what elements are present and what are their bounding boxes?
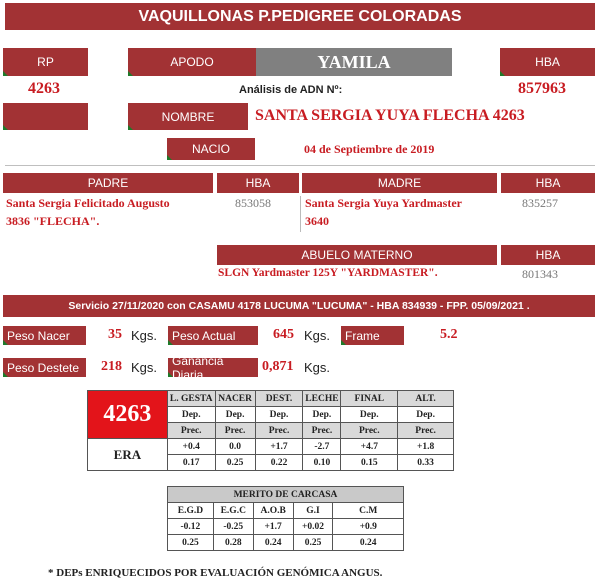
dep-col-header: ALT. (398, 391, 454, 407)
abuelo-label: ABUELO MATERNO (217, 245, 497, 265)
prec-value: 0.25 (215, 455, 255, 471)
padre-line2: 3836 "FLECHA". (6, 214, 100, 228)
dep-table (87, 390, 454, 471)
peso-nacer-label: Peso Nacer (3, 326, 86, 345)
nombre-value: SANTA SERGIA YUYA FLECHA 4263 (255, 107, 525, 124)
prec-label: Prec. (341, 423, 398, 439)
dep-value: -2.7 (303, 439, 341, 455)
ganancia-label: Ganancia Diaria (168, 358, 258, 377)
dep-value: +1.8 (398, 439, 454, 455)
abuelo-hba-value: 801343 (522, 267, 558, 281)
carcasa-prec-value: 0.24 (253, 535, 293, 551)
peso-nacer-value: 35 (108, 327, 122, 342)
dep-col-header: L. GESTA (167, 391, 215, 407)
dep-label: Dep. (398, 407, 454, 423)
carcasa-dep-value: +1.7 (253, 519, 293, 535)
carcasa-prec-value: 0.28 (213, 535, 253, 551)
peso-actual-label: Peso Actual (168, 326, 258, 345)
carcasa-dep-value: +0.02 (293, 519, 333, 535)
dep-value: 0.0 (215, 439, 255, 455)
prec-label: Prec. (167, 423, 215, 439)
carcasa-col-header: E.G.C (213, 503, 253, 519)
carcasa-table (167, 486, 404, 551)
dep-col-header: FINAL (341, 391, 398, 407)
carcasa-col-header: E.G.D (168, 503, 214, 519)
rp-label: RP (3, 48, 88, 76)
apodo-label: APODO (128, 48, 256, 76)
prec-value: 0.17 (167, 455, 215, 471)
prec-value: 0.10 (303, 455, 341, 471)
nacio-value: 04 de Septiembre de 2019 (304, 142, 435, 156)
padre-line1: Santa Sergia Felicitado Augusto (6, 196, 170, 210)
padre-label: PADRE (3, 173, 213, 193)
rp-value: 4263 (28, 80, 60, 97)
prec-value: 0.22 (255, 455, 303, 471)
carcasa-dep-value: -0.25 (213, 519, 253, 535)
dep-label: Dep. (167, 407, 215, 423)
footnote: * DEPs ENRIQUECIDOS POR EVALUACIÓN GENÓMICA ANGUS. (48, 567, 383, 579)
page-title: VAQUILLONAS P.PEDIGREE COLORADAS (5, 3, 595, 30)
carcasa-dep-value: +0.9 (333, 519, 404, 535)
dep-label: Dep. (303, 407, 341, 423)
carcasa-prec-value: 0.24 (333, 535, 404, 551)
prec-label: Prec. (303, 423, 341, 439)
madre-hba-label: HBA (501, 173, 595, 193)
prec-value: 0.33 (398, 455, 454, 471)
dep-era: ERA (88, 439, 168, 471)
padre-hba-label: HBA (217, 173, 299, 193)
dep-label: Dep. (215, 407, 255, 423)
abuelo-value: SLGN Yardmaster 125Y "YARDMASTER". (218, 267, 438, 279)
ganancia-unit: Kgs. (304, 360, 331, 375)
frame-value: 5.2 (440, 327, 458, 342)
hba-value: 857963 (518, 80, 566, 97)
madre-hba-value: 835257 (522, 196, 558, 210)
frame-label: Frame (341, 326, 404, 345)
prec-label: Prec. (215, 423, 255, 439)
peso-actual-value: 645 (273, 327, 294, 342)
madre-line2: 3640 (305, 214, 329, 228)
separator (5, 165, 595, 166)
carcasa-title: MERITO DE CARCASA (168, 487, 404, 503)
column-divider (300, 196, 301, 232)
dep-col-header: DEST. (255, 391, 303, 407)
apodo-value: YAMILA (256, 48, 452, 76)
carcasa-prec-value: 0.25 (293, 535, 333, 551)
dep-col-header: LECHE (303, 391, 341, 407)
hba-label: HBA (500, 48, 595, 76)
prec-value: 0.15 (341, 455, 398, 471)
dep-value: +4.7 (341, 439, 398, 455)
peso-destete-unit: Kgs. (131, 360, 158, 375)
carcasa-col-header: A.O.B (253, 503, 293, 519)
dep-value: +1.7 (255, 439, 303, 455)
peso-nacer-unit: Kgs. (131, 328, 158, 343)
dep-label: Dep. (341, 407, 398, 423)
prec-label: Prec. (255, 423, 303, 439)
ganancia-value: 0,871 (262, 359, 294, 374)
nombre-label: NOMBRE (128, 103, 248, 130)
servicio-bar: Servicio 27/11/2020 con CASAMU 4178 LUCUMA "LUCUMA" - HBA 834939 - FPP. 05/09/2021 . (3, 295, 595, 317)
carcasa-col-header: C.M (333, 503, 404, 519)
carcasa-prec-value: 0.25 (168, 535, 214, 551)
peso-actual-unit: Kgs. (304, 328, 331, 343)
nacio-label: NACIO (167, 138, 255, 160)
blank-label (3, 103, 88, 130)
carcasa-col-header: G.I (293, 503, 333, 519)
abuelo-hba-label: HBA (501, 245, 595, 265)
dep-id: 4263 (88, 391, 168, 439)
adn-label: Análisis de ADN Nº: (239, 84, 343, 96)
dep-col-header: NACER (215, 391, 255, 407)
carcasa-dep-value: -0.12 (168, 519, 214, 535)
peso-destete-label: Peso Destete (3, 358, 86, 377)
padre-hba-value: 853058 (235, 196, 271, 210)
madre-label: MADRE (302, 173, 497, 193)
dep-value: +0.4 (167, 439, 215, 455)
prec-label: Prec. (398, 423, 454, 439)
peso-destete-value: 218 (101, 359, 122, 374)
madre-line1: Santa Sergia Yuya Yardmaster (305, 196, 463, 210)
dep-label: Dep. (255, 407, 303, 423)
